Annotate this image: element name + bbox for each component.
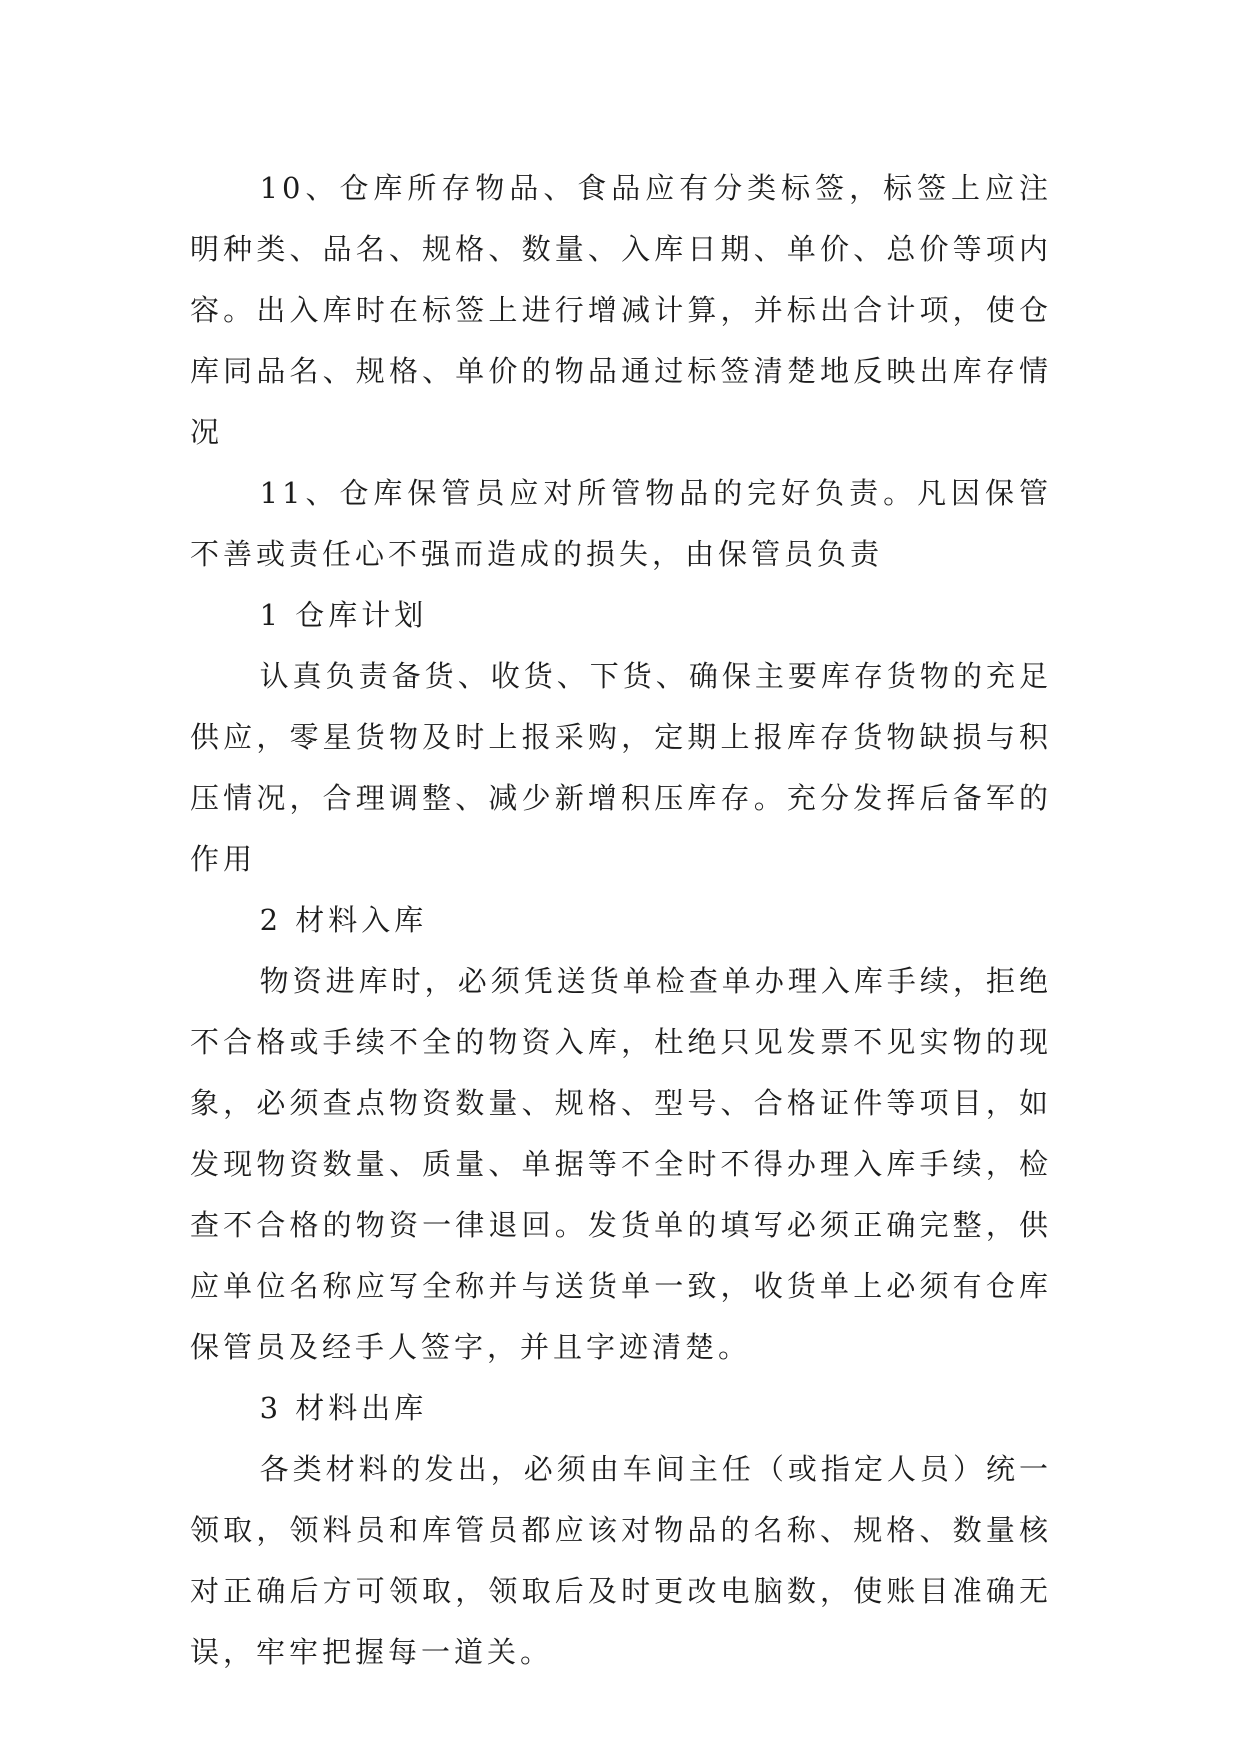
section-heading-warehouse-plan: 1 仓库计划 — [259, 598, 428, 632]
paragraph-rule-10: 10、仓库所存物品、食品应有分类标签，标签上应注明种类、品名、规格、数量、入库日期、单价、总价等项内容。出入库时在标签上进行增减计算，并标出合计项，使仓库同品名、规格、单价的物品通过标签清楚地反映出库存情况 — [190, 171, 1052, 449]
document-page — [190, 158, 1052, 1683]
paragraph-warehouse-plan: 认真负责备货、收货、下货、确保主要库存货物的充足供应，零星货物及时上报采购，定期上报库存货物缺损与积压情况，合理调整、减少新增积压库存。充分发挥后备军的作用 — [190, 659, 1052, 876]
section-heading-material-outbound: 3 材料出库 — [259, 1391, 428, 1425]
paragraph-material-outbound: 各类材料的发出，必须由车间主任（或指定人员）统一领取，领料员和库管员都应该对物品的名称、规格、数量核对正确后方可领取，领取后及时更改电脑数，使账目准确无误，牢牢把握每一道关。 — [190, 1452, 1052, 1669]
paragraph-material-inbound: 物资进库时，必须凭送货单检查单办理入库手续，拒绝不合格或手续不全的物资入库，杜绝只见发票不见实物的现象，必须查点物资数量、规格、型号、合格证件等项目，如发现物资数量、质量、单据等不全时不得办理入库手续，检查不合格的物资一律退回。发货单的填写必须正确完整，供应单位名称应写全称并与送货单一致，收货单上必须有仓库保管员及经手人签字，并且字迹清楚。 — [190, 964, 1052, 1364]
section-heading-material-inbound: 2 材料入库 — [259, 903, 428, 937]
paragraph-rule-11: 11、仓库保管员应对所管物品的完好负责。凡因保管不善或责任心不强而造成的损失，由保管员负责 — [190, 476, 1052, 571]
